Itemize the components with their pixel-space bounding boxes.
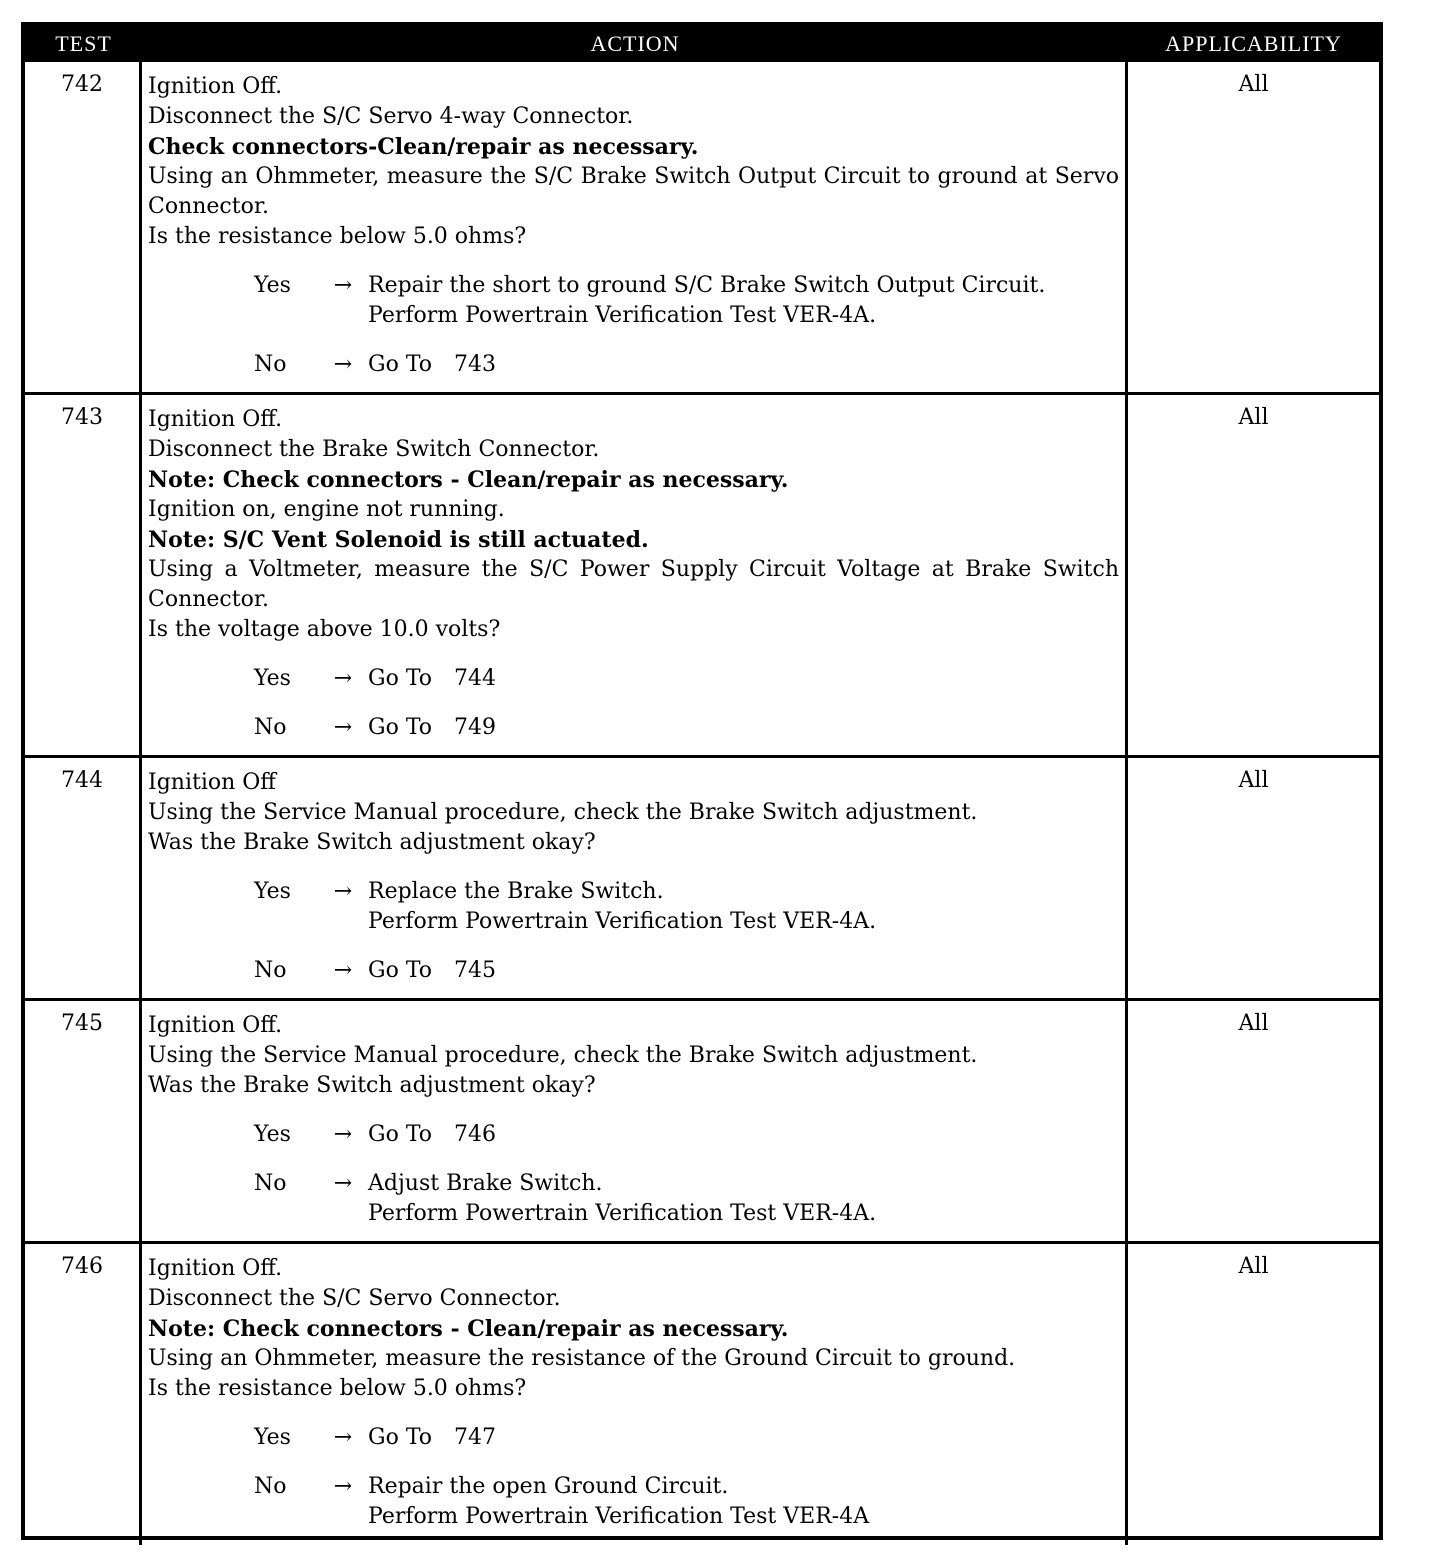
applicability-value: All xyxy=(1238,768,1269,793)
outcome-result xyxy=(368,1169,1119,1229)
outcome-result xyxy=(368,271,1119,331)
applicability-value: All xyxy=(1238,72,1269,97)
yes-outcome xyxy=(148,271,1119,331)
action-step: Ignition Off xyxy=(148,770,276,795)
outcome-instruction: Adjust Brake Switch. xyxy=(368,1171,603,1196)
action-step: Using an Ohmmeter, measure the resistance of the Ground Circuit to ground. xyxy=(148,1346,1016,1371)
applicability-value: All xyxy=(1238,1254,1269,1279)
no-label: No xyxy=(254,958,287,983)
action-step: Ignition Off. xyxy=(148,74,283,99)
outcomes xyxy=(148,271,1119,380)
no-label: No xyxy=(254,1171,287,1196)
outcome-result xyxy=(368,350,1119,380)
goto-target[interactable]: 747 xyxy=(454,1425,497,1450)
outcome-result xyxy=(368,1472,1119,1532)
goto-target[interactable]: 746 xyxy=(454,1122,497,1147)
outcome-instruction: Perform Powertrain Verification Test VER-4A. xyxy=(368,909,877,934)
applicability-value: All xyxy=(1238,1011,1269,1036)
arrow-right-icon: → xyxy=(333,273,353,298)
outcomes xyxy=(148,664,1119,743)
goto-label: Go To xyxy=(368,666,433,691)
arrow-right-icon: → xyxy=(333,1171,353,1196)
goto-label: Go To xyxy=(368,1425,433,1450)
no-outcome xyxy=(148,350,1119,380)
no-outcome xyxy=(148,956,1119,986)
yes-outcome xyxy=(148,877,1119,937)
action-step: Is the resistance below 5.0 ohms? xyxy=(148,224,527,249)
action-step: Ignition Off. xyxy=(148,1256,283,1281)
action-cell xyxy=(142,395,1128,755)
arrow-right-icon: → xyxy=(333,1425,353,1450)
test-number: 746 xyxy=(25,1244,142,1545)
yes-outcome xyxy=(148,1120,1119,1150)
outcome-result xyxy=(368,877,1119,937)
action-step: Disconnect the Brake Switch Connector. xyxy=(148,437,600,462)
test-number: 745 xyxy=(25,1001,142,1241)
action-note: Note: S/C Vent Solenoid is still actuated. xyxy=(148,527,649,553)
outcome-instruction: Repair the short to ground S/C Brake Switch Output Circuit. xyxy=(368,273,1046,298)
table-row xyxy=(25,1241,1379,1545)
yes-label: Yes xyxy=(254,1122,291,1147)
table-body xyxy=(25,62,1379,1545)
diagnostic-table xyxy=(21,22,1383,1540)
table-row xyxy=(25,392,1379,755)
outcomes xyxy=(148,1120,1119,1229)
outcome-result xyxy=(368,664,1119,694)
outcome-result xyxy=(368,956,1119,986)
table-row xyxy=(25,62,1379,392)
action-step: Using the Service Manual procedure, check the Brake Switch adjustment. xyxy=(148,1043,978,1068)
outcome-instruction: Replace the Brake Switch. xyxy=(368,879,664,904)
no-outcome xyxy=(148,1169,1119,1229)
outcome-result xyxy=(368,1423,1119,1453)
goto-label: Go To xyxy=(368,958,433,983)
action-cell xyxy=(142,62,1128,392)
no-label: No xyxy=(254,715,287,740)
yes-label: Yes xyxy=(254,273,291,298)
action-step: Is the resistance below 5.0 ohms? xyxy=(148,1376,527,1401)
action-step: Ignition Off. xyxy=(148,1013,283,1038)
arrow-right-icon: → xyxy=(333,715,353,740)
yes-label: Yes xyxy=(254,666,291,691)
goto-label: Go To xyxy=(368,715,433,740)
outcome-instruction: Repair the open Ground Circuit. xyxy=(368,1474,729,1499)
arrow-right-icon: → xyxy=(333,958,353,983)
header-test: TEST xyxy=(55,31,112,56)
outcome-result xyxy=(368,1120,1119,1150)
action-step: Using a Voltmeter, measure the S/C Power Supply Circuit Voltage at Brake Switch Connector. xyxy=(148,557,1119,612)
outcomes xyxy=(148,1423,1119,1532)
action-note: Note: Check connectors - Clean/repair as necessary. xyxy=(148,1316,789,1342)
no-label: No xyxy=(254,1474,287,1499)
action-step: Was the Brake Switch adjustment okay? xyxy=(148,830,596,855)
action-step: Ignition on, engine not running. xyxy=(148,497,505,522)
arrow-right-icon: → xyxy=(333,1122,353,1147)
test-number: 743 xyxy=(25,395,142,755)
yes-outcome xyxy=(148,1423,1119,1453)
header-action: ACTION xyxy=(590,31,680,56)
header-applicability: APPLICABILITY xyxy=(1165,31,1342,56)
action-step: Using the Service Manual procedure, check the Brake Switch adjustment. xyxy=(148,800,978,825)
action-cell xyxy=(142,1001,1128,1241)
action-note: Note: Check connectors - Clean/repair as necessary. xyxy=(148,467,789,493)
yes-label: Yes xyxy=(254,1425,291,1450)
action-step: Disconnect the S/C Servo 4-way Connector. xyxy=(148,104,634,129)
goto-target[interactable]: 745 xyxy=(454,958,497,983)
outcome-instruction: Perform Powertrain Verification Test VER-4A. xyxy=(368,303,877,328)
arrow-right-icon: → xyxy=(333,666,353,691)
arrow-right-icon: → xyxy=(333,1474,353,1499)
goto-target[interactable]: 744 xyxy=(454,666,497,691)
goto-label: Go To xyxy=(368,1122,433,1147)
no-outcome xyxy=(148,1472,1119,1532)
outcome-instruction: Perform Powertrain Verification Test VER-4A. xyxy=(368,1201,877,1226)
applicability-value: All xyxy=(1238,405,1269,430)
action-cell xyxy=(142,758,1128,998)
arrow-right-icon: → xyxy=(333,879,353,904)
action-step: Was the Brake Switch adjustment okay? xyxy=(148,1073,596,1098)
goto-label: Go To xyxy=(368,352,433,377)
action-cell xyxy=(142,1244,1128,1545)
action-step: Using an Ohmmeter, measure the S/C Brake Switch Output Circuit to ground at Servo Connector. xyxy=(148,164,1119,219)
outcome-instruction: Perform Powertrain Verification Test VER-4A xyxy=(368,1504,870,1529)
action-note: Check connectors-Clean/repair as necessary. xyxy=(148,134,699,160)
table-header xyxy=(25,26,1379,62)
test-number: 742 xyxy=(25,62,142,392)
table-row xyxy=(25,755,1379,998)
yes-label: Yes xyxy=(254,879,291,904)
outcome-result xyxy=(368,713,1119,743)
arrow-right-icon: → xyxy=(333,352,353,377)
goto-target[interactable]: 749 xyxy=(454,715,497,740)
no-outcome xyxy=(148,713,1119,743)
outcomes xyxy=(148,877,1119,986)
table-row xyxy=(25,998,1379,1241)
yes-outcome xyxy=(148,664,1119,694)
goto-target[interactable]: 743 xyxy=(454,352,497,377)
action-step: Ignition Off. xyxy=(148,407,283,432)
test-number: 744 xyxy=(25,758,142,998)
no-label: No xyxy=(254,352,287,377)
action-step: Is the voltage above 10.0 volts? xyxy=(148,617,501,642)
action-step: Disconnect the S/C Servo Connector. xyxy=(148,1286,561,1311)
